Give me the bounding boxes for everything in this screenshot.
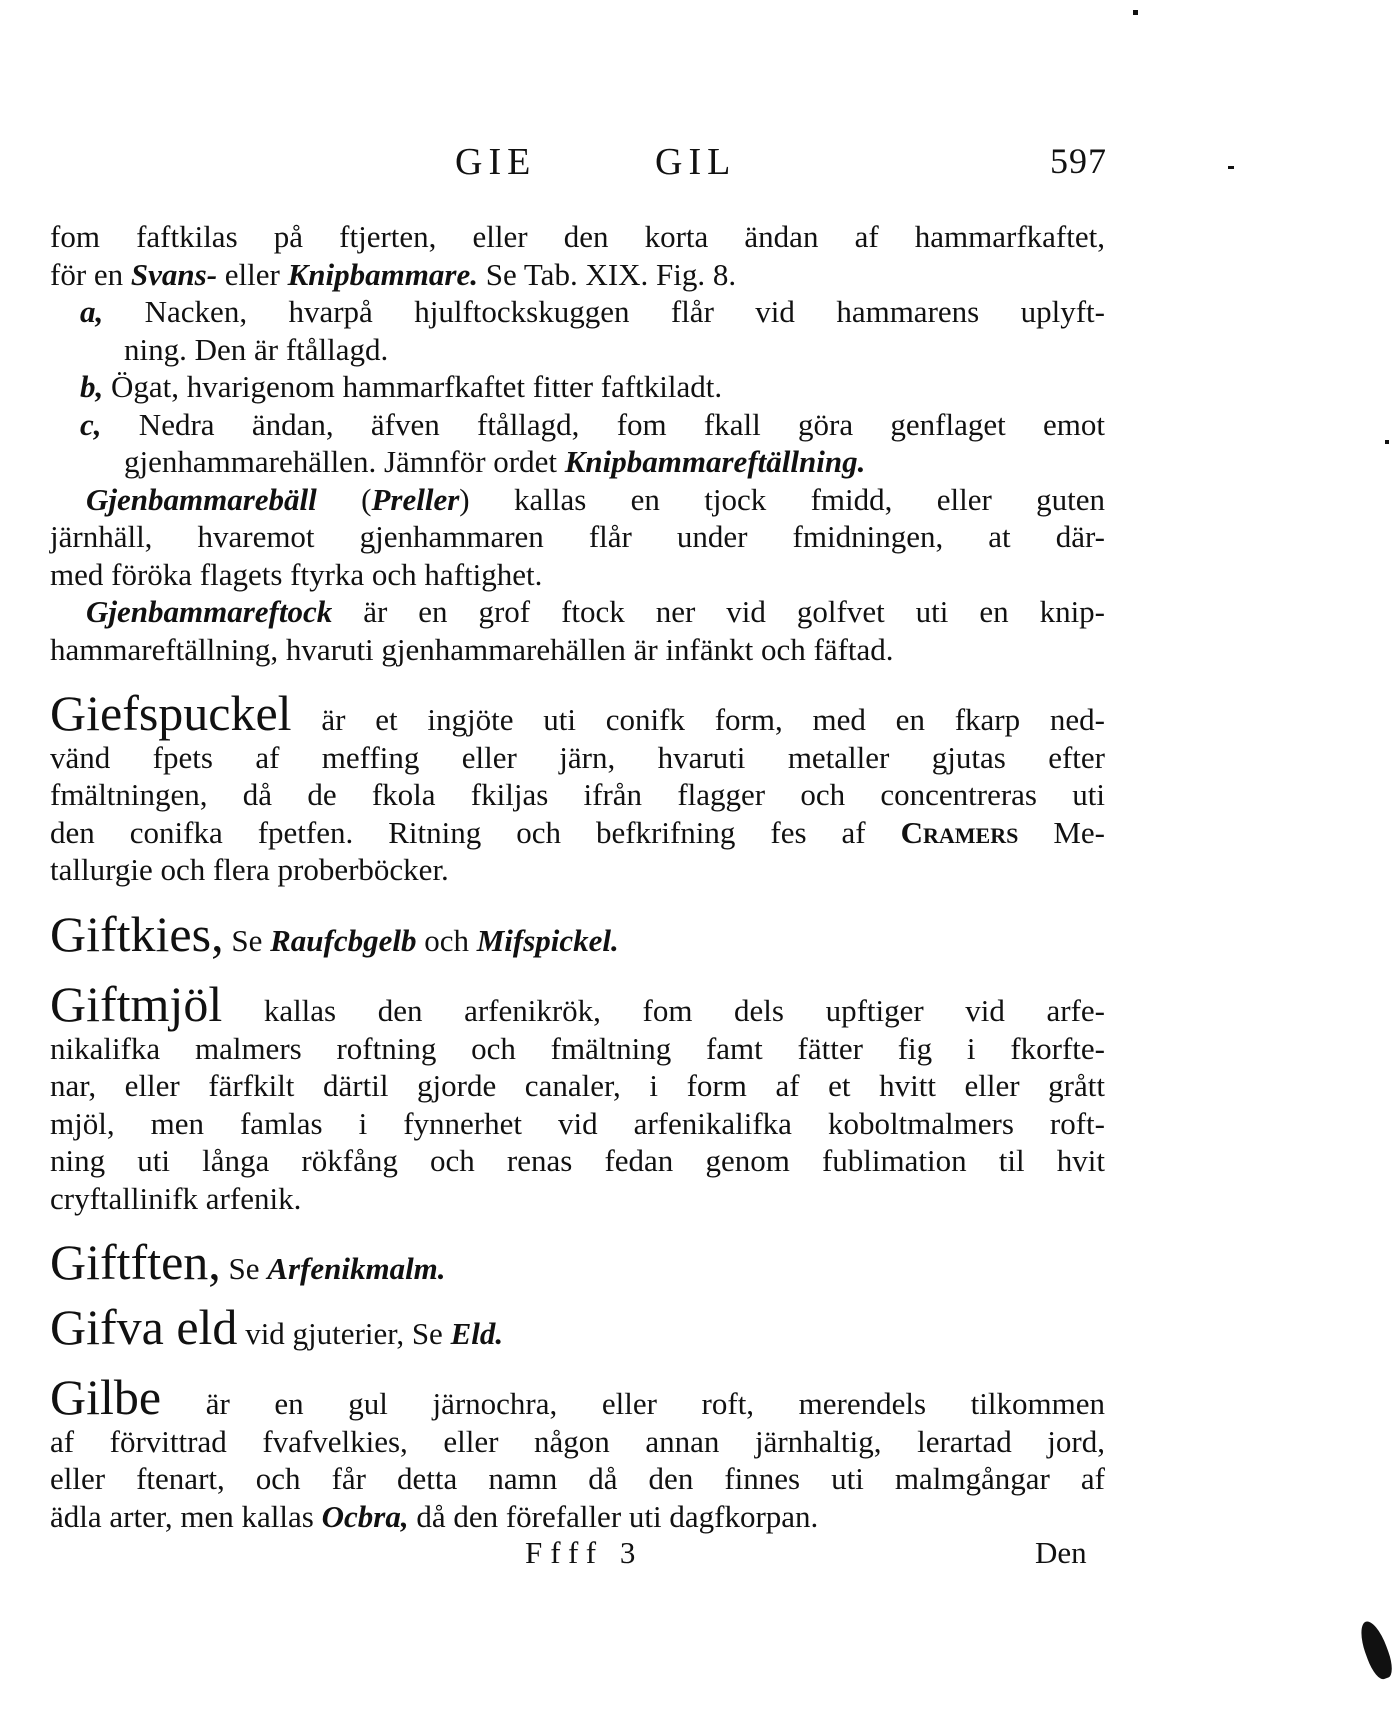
entry-gilbe	[50, 1369, 1105, 1535]
term-ref: Knipbammare.	[287, 256, 478, 292]
page-number: 597	[1050, 141, 1107, 181]
cross-reference: Mifspickel.	[476, 922, 619, 958]
entry-giftkies	[50, 905, 1105, 962]
text-line: Gilbe är en gul järnochra, eller roft, merendels tilkommen	[50, 1369, 1105, 1425]
text-line: cryftallinifk arfenik.	[50, 1180, 302, 1216]
entry-giesspuckel	[50, 685, 1105, 889]
entry-headword: Gilbe	[50, 1369, 162, 1425]
text-line: mjöl, men famlas i fynnerhet vid arfenikalifka koboltmalmers roft-	[50, 1105, 1105, 1141]
text-line: ädla arter, men kallas Ocbra, då den förefaller uti dagfkorpan.	[50, 1498, 819, 1534]
scan-speck	[1385, 440, 1389, 444]
text-line: Gjenbammarebäll (Preller) kallas en tjock fmidd, eller guten	[86, 481, 1106, 517]
cross-reference: Arfenikmalm.	[267, 1251, 446, 1286]
entry-headword: Giftmjöl	[50, 976, 223, 1032]
scan-speck	[1133, 10, 1138, 15]
text-line: gjenhammarehällen. Jämnför ordet Knipbammareftällning.	[124, 444, 866, 479]
entry-headword: Giftften,	[50, 1234, 221, 1290]
text-line: den conifka fpetfen. Ritning och befkrifning fes af Cramers Me-	[50, 814, 1105, 850]
text-line: järnhäll, hvaremot gjenhammaren flår under fmidningen, at där-	[50, 519, 1105, 554]
body-text	[50, 218, 1105, 1535]
page-footer	[0, 1535, 1400, 1575]
catchword: Den	[1035, 1535, 1087, 1570]
text-line: Giftften, Se Arfenikmalm.	[50, 1234, 446, 1290]
text-line: fom faftkilas på ftjerten, eller den korta ändan af hammarfkaftet,	[50, 219, 1105, 254]
entry-term: Gjenbammareftock	[86, 594, 333, 629]
text-line: tallurgie och flera proberböcker.	[50, 852, 449, 887]
entry-headword: Giefspuckel	[50, 685, 292, 741]
continued-entry	[50, 218, 1105, 481]
entry-headword: Giftkies,	[50, 905, 224, 962]
text-line: vänd fpets af meffing eller järn, hvaruti metaller gjutas efter	[50, 739, 1105, 775]
text-line: fmältningen, då de fkola fkiljas ifrån flagger och concentreras uti	[50, 777, 1105, 812]
text-line: eller ftenart, och får detta namn då den finnes uti malmgångar af	[50, 1461, 1105, 1496]
text-line: nikalifka malmers roftning och fmältning famt fätter fig i fkorfte-	[50, 1030, 1105, 1066]
text-line: af förvittrad fvafvelkies, eller någon annan järnhaltig, lerartad jord,	[50, 1423, 1105, 1459]
entry-term: Gjenbammarebäll	[86, 481, 317, 517]
header-left-word: GIE	[455, 141, 537, 183]
text-line: Giefspuckel är et ingjöte uti conifk form, med en fkarp ned-	[50, 685, 1105, 741]
entry-gjenhammarestock	[50, 593, 1105, 668]
scan-smudge	[1355, 1618, 1396, 1682]
entry-headword: Gifva eld	[50, 1298, 238, 1355]
text-line: ning uti långa rökfång och renas fedan genom fublimation til hvit	[50, 1143, 1105, 1178]
cross-reference: Eld.	[450, 1315, 504, 1351]
list-item-c: c, Nedra ändan, äfven ftållagd, fom fkall göra genflaget emot	[80, 406, 1105, 442]
text-line: med föröka flagets ftyrka och haftighet.	[50, 556, 543, 592]
text-line: nar, eller färfkilt därtil gjorde canaler, i form af et hvitt eller grått	[50, 1068, 1105, 1103]
text-line: för en Svans- eller Knipbammare. Se Tab. XIX. Fig. 8.	[50, 256, 737, 292]
entry-gjenhammarehall	[50, 481, 1105, 594]
term-ref: Knipbammareftällning.	[564, 444, 866, 479]
text-line: Gjenbammareftock är en grof ftock ner vid golfvet uti en knip-	[86, 594, 1105, 629]
running-header	[0, 140, 1400, 190]
text-line: Gifva eld vid gjuterier, Se Eld.	[50, 1298, 504, 1355]
cross-reference: Raufcbgelb	[270, 922, 417, 958]
text-line: hammareftällning, hvaruti gjenhammarehällen är infänkt och fäftad.	[50, 631, 894, 667]
header-middle-word: GIL	[655, 141, 737, 183]
term-ref: Svans-	[130, 256, 218, 292]
scan-speck	[1228, 166, 1234, 169]
signature-mark: Ffff 3	[525, 1535, 644, 1570]
term-ref: Ocbra,	[321, 1498, 409, 1534]
list-item-a: a, Nacken, hvarpå hjulftockskuggen flår vid hammarens uplyft-	[80, 294, 1105, 329]
text-line: Giftmjöl kallas den arfenikrök, fom dels upftiger vid arfe-	[50, 976, 1105, 1032]
author-name: Cramers	[900, 814, 1019, 850]
text-line: Giftkies, Se Raufcbgelb och Mifspickel.	[50, 905, 619, 962]
entry-gifva-eld	[50, 1298, 1105, 1355]
entry-giftsten	[50, 1234, 1105, 1290]
text-line: ning. Den är ftållagd.	[124, 331, 389, 367]
list-item-b: b, Ögat, hvarigenom hammarfkaftet fitter faftkiladt.	[80, 369, 723, 404]
entry-giftmjol	[50, 976, 1105, 1217]
